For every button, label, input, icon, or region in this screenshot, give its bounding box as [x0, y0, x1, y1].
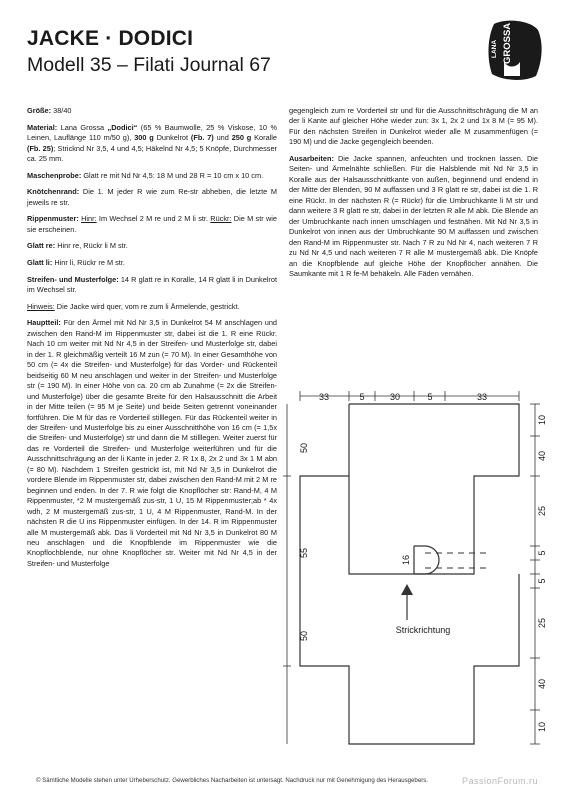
page-title: JACKE · DODICI — [27, 27, 194, 50]
section-hinweis: Hinweis: Die Jacke wird quer, vom re zum li Ärmelende, gestrickt. — [27, 301, 240, 311]
dim-right-5: 5 — [537, 578, 547, 584]
dim-right-4: 5 — [537, 550, 547, 556]
svg-text:GROSSA: GROSSA — [502, 22, 513, 64]
dim-left-2: 55 — [299, 547, 309, 559]
dim-right-6: 25 — [537, 617, 547, 629]
section-material: Material: Lana Grossa „Dodici“ (65 % Baumwolle, 25 % Viskose, 10 % Leinen, Lauflänge 110 m/50 g), 300 g Dunkelrot (Fb. 7) und 250 g Koralle (Fb. 25); Stricknd Nr 3,5, 4 und 4,5; Häkelnd Nr 4,5; 5 Knöpfe, Durchmesser ca. 25 mm. — [27, 122, 278, 163]
schematic-outline — [300, 404, 519, 744]
dim-top-3: 30 — [389, 392, 401, 402]
section-glatt-li: Glatt li: Hinr li, Rückr re M str. — [27, 258, 125, 268]
arrow-label: Strickrichtung — [395, 625, 451, 635]
section-groesse: Größe: 38/40 — [27, 106, 72, 115]
copyright-footer: © Sämtliche Modelle stehen unter Urheberschutz. Gewerbliches Nacharbeiten ist untersagt. Nachdruck nur mit Genehmigung des Herausgebers. — [36, 777, 428, 784]
dim-right-8: 10 — [537, 721, 547, 733]
dim-top-5: 33 — [476, 392, 488, 402]
dim-right-3: 25 — [537, 505, 547, 517]
dim-left-1: 50 — [299, 442, 309, 454]
dim-right-7: 40 — [537, 678, 547, 690]
section-streifen: Streifen- und Musterfolge: 14 R glatt re in Koralle, 14 R glatt li in Dunkelrot im Wechsel str. — [27, 274, 277, 295]
dim-top-2: 5 — [359, 392, 365, 402]
watermark: PassionForum.ru — [462, 776, 539, 786]
lana-grossa-logo — [486, 18, 544, 82]
section-ausarbeiten: Ausarbeiten: Die Jacke spannen, anfeuchten und trocknen lassen. Die Seiten- und Ärmelnähte schließen. Für die Halsblende mit Nd Nr 3,5 in Koralle aus der Halsausschnittkante von außen, beginnend und endend in der Mitte der Blenden, 90 M auffassen und 3 R glatt re str, dabei ist die 1. R eine Rückr. In der nächsten R (= Rückr) für die Umbruchkante li M str und dann weitere 3 R glatt re str, dabei in der letzten R alle M abk. Die Blende an der Umbruchkante nach innen umschlagen und festnähen. Mit Nd Nr 3,5 in Dunkelrot von innen aus der Umbruchkante 90 M auffassen und zwischen den Rand-M im Rippenmuster str. Nach 7 R zu Nd Nr 4, nach weiteren 7 R zu Nd Nr 4,5 und nach weiteren 7 R alle M mustergemäß abk. Die Knöpfe an die Knopfblende auf gleiche Höhe der Knopflöcher annähen. Die Saumkante mit 1 R fe-M behäkeln. Alle Fäden vernähen. — [289, 154, 539, 278]
schematic-dimension-lines — [283, 391, 540, 744]
right-column — [289, 106, 538, 286]
dim-left-3: 50 — [299, 630, 309, 642]
dim-right-2: 40 — [537, 450, 547, 462]
svg-text:LANA: LANA — [491, 39, 498, 58]
neck-dimension: 16 — [401, 554, 411, 566]
dim-right-1: 10 — [537, 414, 547, 426]
section-knoetchenrand: Knötchenrand: Die 1. M jeder R wie zum Re-str abheben, die letzte M jeweils re str. — [27, 187, 277, 207]
neck-curve — [414, 546, 439, 574]
left-column — [27, 106, 277, 576]
section-rippenmuster: Rippenmuster: Hinr: Im Wechsel 2 M re und 2 M li str. Rückr: Die M str wie sie erscheinen. — [27, 214, 277, 234]
dim-top-1: 33 — [318, 392, 330, 402]
direction-arrow-head — [401, 584, 413, 595]
schematic-diagram — [285, 388, 545, 763]
section-glatt-re: Glatt re: Hinr re, Rückr li M str. — [27, 241, 128, 251]
section-hauptteil-cont: gegengleich zum re Vorderteil str und für die Ausschnittschrägung die M an der li Kante auf gleicher Höhe wieder zun: 3x 1, 2x 2 und 1x 8 M (= 95 M). Für den nächsten Streifen in Dunkelrot wieder alle M zusammenfügen (= 190 M) und die Jacke gegengleich beenden. — [289, 106, 538, 147]
section-hauptteil: Hauptteil: Für den Ärmel mit Nd Nr 3,5 in Dunkelrot 54 M anschlagen und zwischen den Rand-M im Rippenmuster str, dabei ist die 1. R eine Rückr. Nach 10 cm weiter mit Nd Nr 4,5 in der Streifen- und Musterfolge str, dabei in der 1. R gleichmäßig verteilt 16 M zun (= 70 M). In einer Gesamthöhe von 50 cm (= 4x die Streifen- und Musterfolge) für das Vorder- und Rückenteil beidseitig 60 M neu anschlagen und weiter in der Streifen- und Musterfolge str (= 190 M). In einer Höhe von ca. 20 cm ab Zunahme (= 2x die Streifen- und Musterfolge) über die gesamte Breite für den Halsausschnitt die Arbeit in der Mitte teilen (= 95 M je Seite) und beide Seiten getrennt voneinander fortführen. Die M für das re Vorderteil stilllegen. Für das Rückenteil weiter in der Streifen- und Musterfolge bis zu einer Ausschnitthöhe von 16 cm (= 1,5x die Streifen- und Musterfolge) str und dann die M stilllegen. Weiter zuerst für das re Vorderteil die Streifen- und Musterfolge weiterführen und für die Ausschnittschrägung an der li Kante in jeder 2. R 1x 8, 2x 2 und 3x 1 M abn (= 80 M). Nachdem 1 Streifen gestrickt ist, mit Nd Nr 3,5 in Dunkelrot die vordere Blende im Rippenmuster str, dabei zwischen den Rand-M mit 2 M re beginnen und enden. In der 7. R wie folgt die Knopflöcher str: Rand-M, 4 M Rippenmuster, *2 M mustergemäß zus-str, 1 U, 15 M Rippenmuster;ab * 4x wdh, 2 M mustergemäß zus-str, 1 U, 4 M Rippenmuster, Rand-M. In der nächsten R die U ins Rippenmuster einfügen. In der 14. R im Rippenmuster alle M mustergemäß abk. Das li Vorderteil mit Nd Nr 3,5 in Dunkelrot 80 M neu anschlagen und die Knopfblende im Rippenmuster wie die Knopflochblende, nur ohne Knopflöcher str. Weiter mit Nd Nr 4,5 in der Streifen- und Musterfolge — [27, 318, 277, 568]
dim-top-4: 5 — [427, 392, 433, 402]
section-maschenprobe: Maschenprobe: Glatt re mit Nd Nr 4,5: 18 M und 28 R = 10 cm x 10 cm. — [27, 170, 264, 180]
page-subtitle: Modell 35 – Filati Journal 67 — [27, 54, 271, 76]
